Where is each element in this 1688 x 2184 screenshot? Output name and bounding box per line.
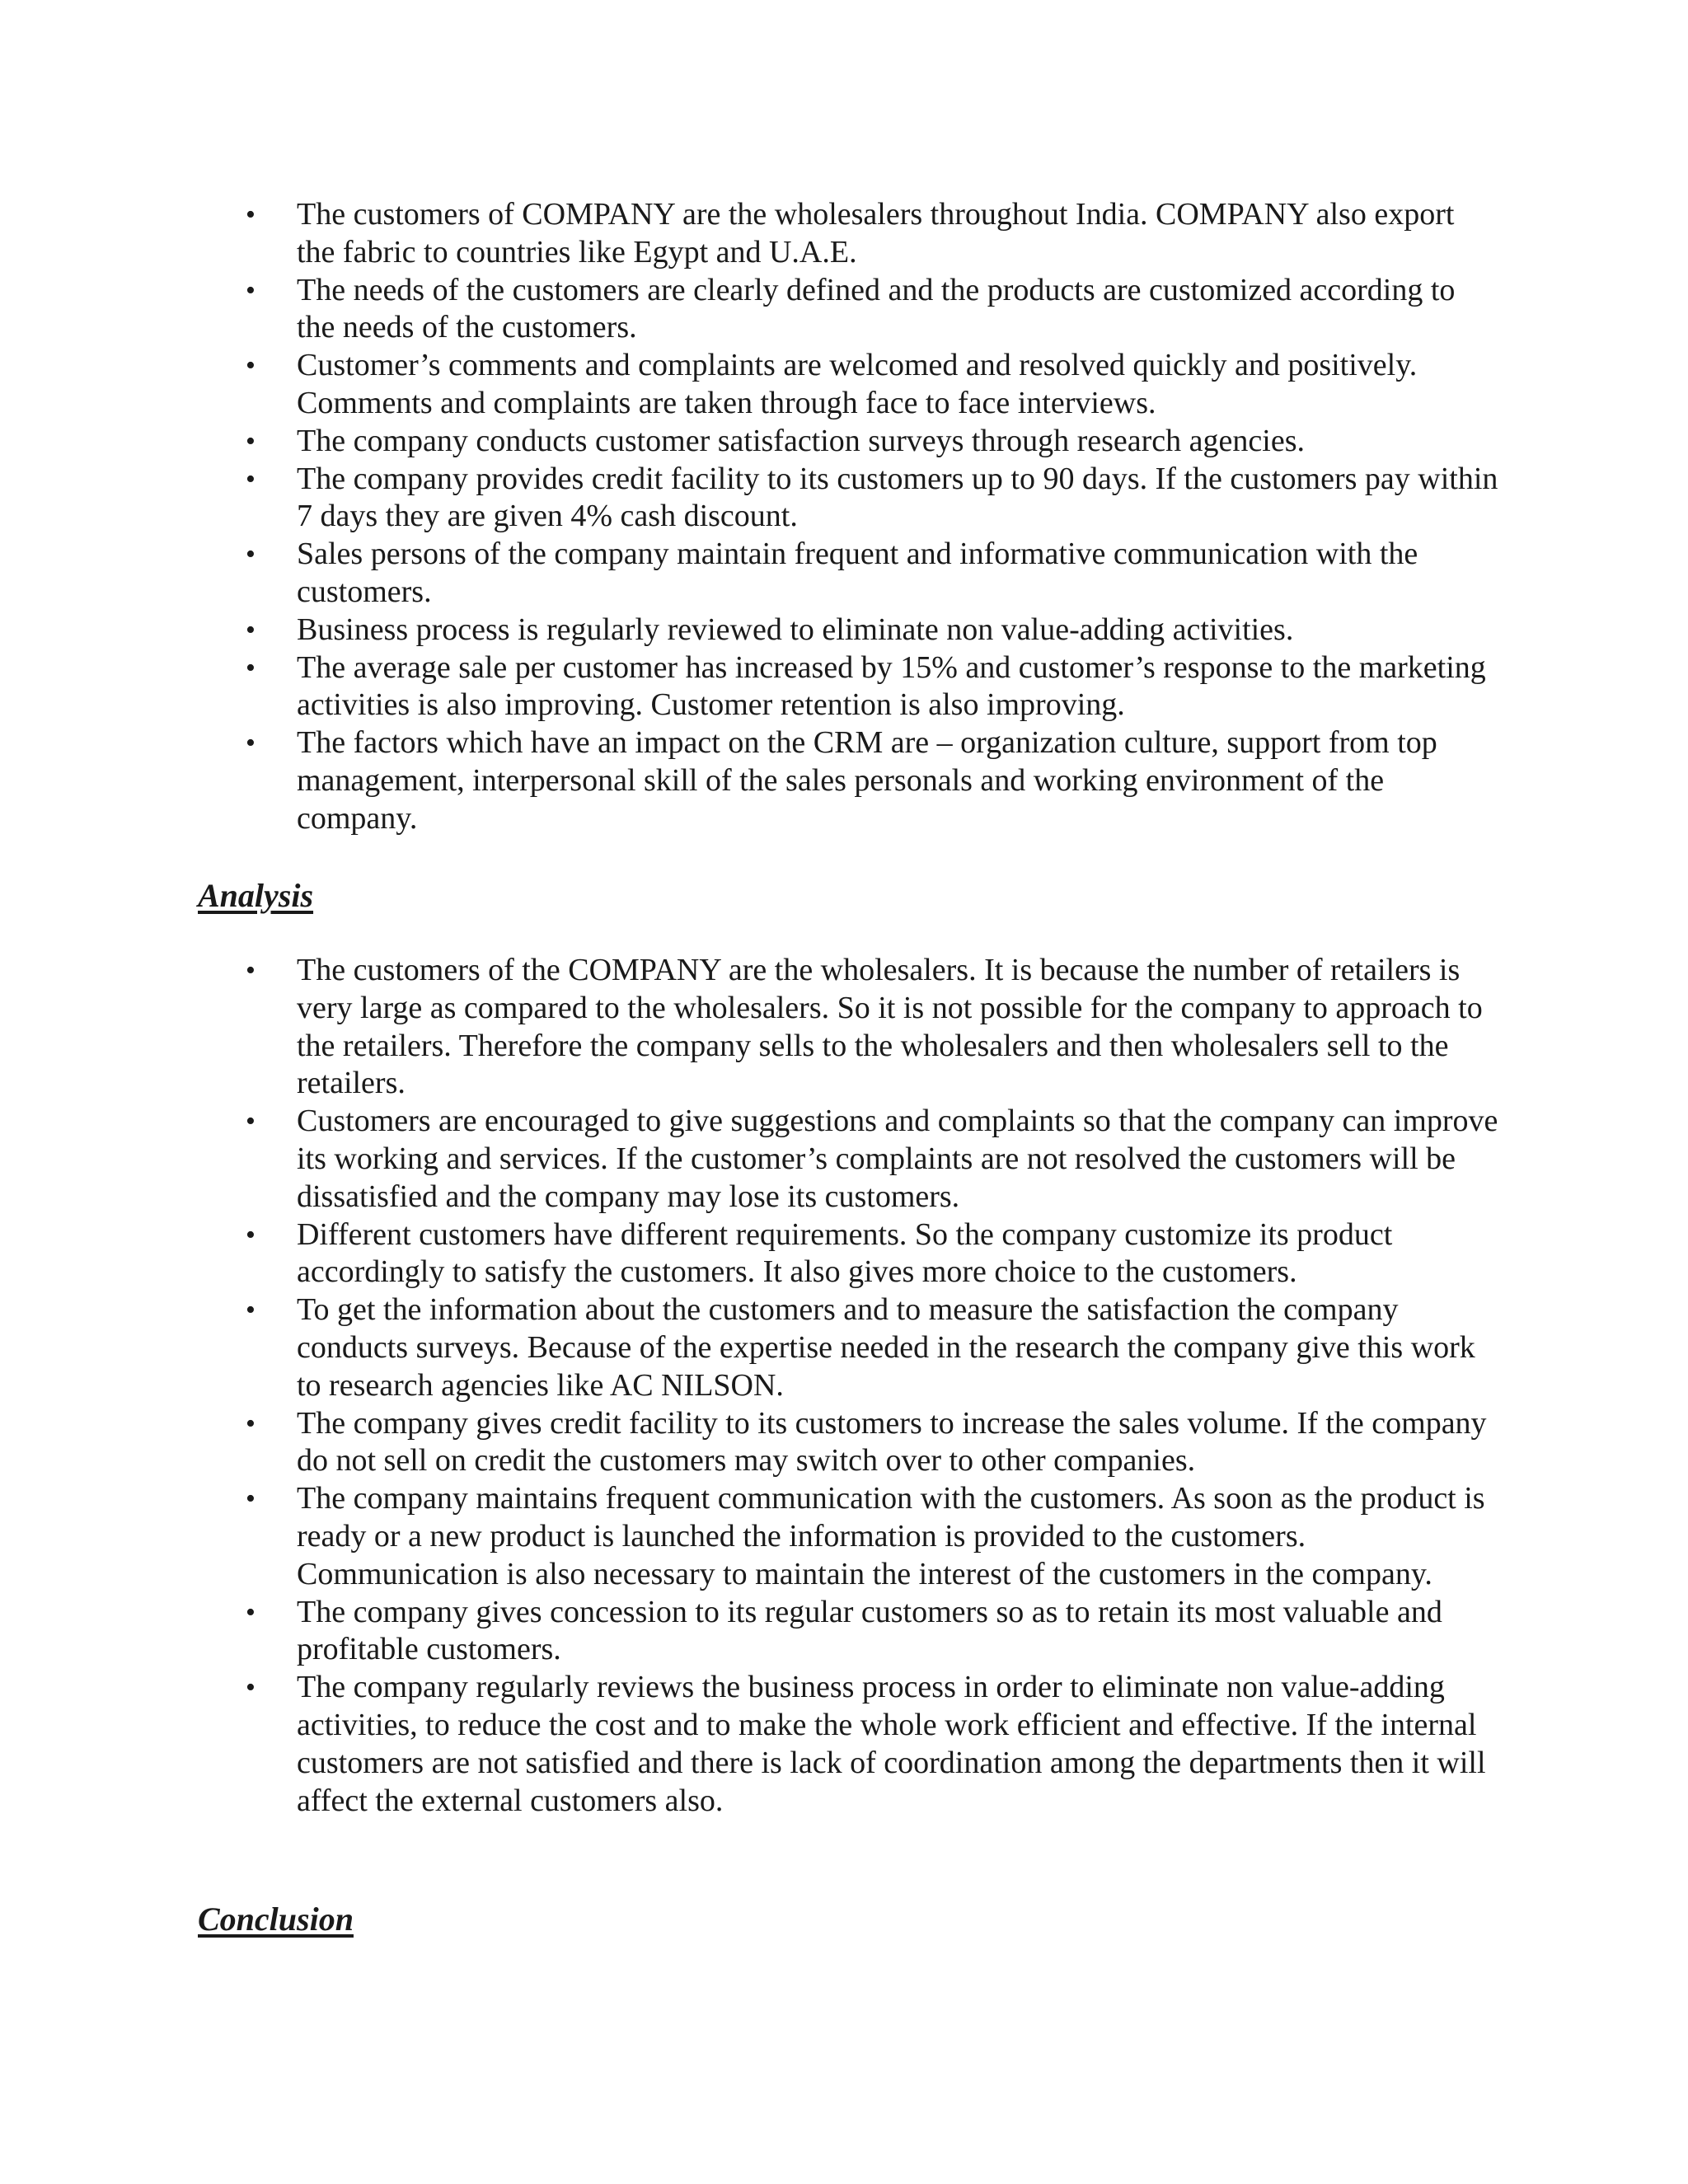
list-item — [198, 272, 1500, 348]
bullet-icon: • — [246, 652, 256, 683]
list-item-text: The company regularly reviews the business process in order to eliminate non value-adding activities, to reduce the cost and to make the whole work efficient and effective. If the internal customers are not satisfied and there is lack of coordination among the departments then it will affect the external customers also. — [297, 1670, 1486, 1818]
list-item — [198, 347, 1500, 423]
list-item — [198, 536, 1500, 612]
list-item — [198, 1480, 1500, 1593]
list-item-text: The company gives concession to its regular customers so as to retain its most valuable and profitable customers. — [297, 1594, 1442, 1667]
bullet-icon: • — [246, 614, 256, 645]
list-item-text: The factors which have an impact on the CRM are – organization culture, support from top management, interpersonal skill of the sales personals and working environment of the company. — [297, 725, 1437, 836]
list-item — [198, 724, 1500, 837]
list-item — [198, 1669, 1500, 1820]
list-item — [198, 1216, 1500, 1292]
list-item-text: The company conducts customer satisfaction surveys through research agencies. — [297, 423, 1305, 458]
bullet-icon: • — [246, 350, 256, 382]
analysis-heading: Analysis — [198, 877, 314, 914]
list-item — [198, 1594, 1500, 1670]
list-item-text: Business process is regularly reviewed to eliminate non value-adding activities. — [297, 612, 1294, 647]
bullet-icon: • — [246, 1219, 256, 1250]
conclusion-heading: Conclusion — [198, 1900, 354, 1938]
list-item-text: Different customers have different requirements. So the company customize its product accordingly to satisfy the customers. It also gives more choice to the customers. — [297, 1216, 1393, 1290]
bullet-icon: • — [246, 1483, 256, 1515]
list-item-text: The customers of the COMPANY are the wholesalers. It is because the number of retailers is very large as compared to the wholesalers. So it is not possible for the company to approach to the retailers. Therefore the company sells to the wholesalers and then wholesalers sell to the retailers. — [297, 953, 1483, 1101]
list-item — [198, 612, 1500, 649]
list-item-text: Customer’s comments and complaints are welcomed and resolved quickly and positively. Comments and complaints are taken through face to face interviews. — [297, 348, 1418, 420]
list-item-text: Customers are encouraged to give suggestions and complaints so that the company can improve its working and services. If the customer’s complaints are not resolved the customers will be dissatisfied and the company may lose its customers. — [297, 1104, 1498, 1214]
bullet-icon: • — [246, 274, 256, 306]
list-item — [198, 196, 1500, 272]
list-item — [198, 461, 1500, 537]
list-item — [198, 952, 1500, 1103]
bullet-icon: • — [246, 539, 256, 570]
analysis-list — [198, 952, 1500, 1820]
list-item-text: Sales persons of the company maintain frequent and informative communication with the customers. — [297, 537, 1418, 609]
bullet-icon: • — [246, 1106, 256, 1137]
list-item-text: The company gives credit facility to its customers to increase the sales volume. If the company do not sell on credit the customers may switch over to other companies. — [297, 1405, 1487, 1479]
list-item-text: The customers of COMPANY are the wholesalers throughout India. COMPANY also export the fabric to countries like Egypt and U.A.E. — [297, 197, 1455, 269]
bullet-icon: • — [246, 1596, 256, 1628]
list-item-text: The company maintains frequent communication with the customers. As soon as the product is ready or a new product is launched the information is provided to the customers. Communication is also necessary to maintain the interest of the customers in the company. — [297, 1481, 1485, 1591]
list-item — [198, 1103, 1500, 1216]
list-item — [198, 1291, 1500, 1404]
bullet-icon: • — [246, 425, 256, 457]
list-item-text: The average sale per customer has increased by 15% and customer’s response to the marketing activities is also improving. Customer retention is also improving. — [297, 649, 1486, 723]
list-item-text: To get the information about the customers and to measure the satisfaction the company conducts surveys. Because of the expertise needed in the research the company give this work to research agencies like AC NILSON. — [297, 1292, 1475, 1403]
bullet-icon: • — [246, 199, 256, 230]
findings-list — [198, 196, 1500, 838]
bullet-icon: • — [246, 728, 256, 759]
bullet-icon: • — [246, 1672, 256, 1704]
bullet-icon: • — [246, 1408, 256, 1439]
list-item — [198, 423, 1500, 461]
bullet-icon: • — [246, 1295, 256, 1326]
bullet-icon: • — [246, 463, 256, 494]
list-item-text: The company provides credit facility to its customers up to 90 days. If the customers pay within 7 days they are given 4% cash discount. — [297, 461, 1498, 534]
list-item-text: The needs of the customers are clearly defined and the products are customized according to the needs of the customers. — [297, 272, 1456, 345]
list-item — [198, 1405, 1500, 1481]
list-item — [198, 649, 1500, 725]
bullet-icon: • — [246, 955, 256, 986]
